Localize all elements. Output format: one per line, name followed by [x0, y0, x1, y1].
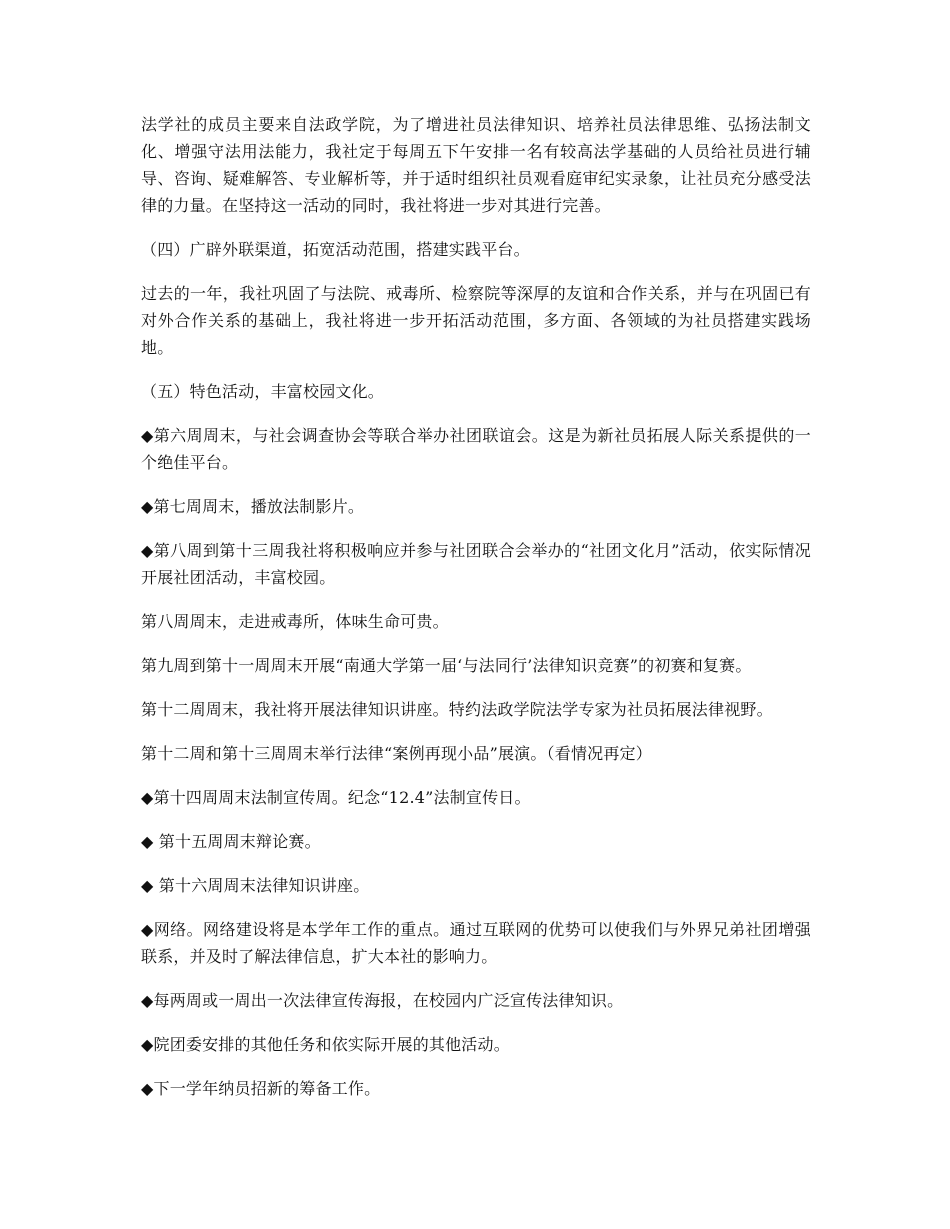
- list-item-recruitment: ◆下一学年纳员招新的筹备工作。: [141, 1079, 381, 1098]
- list-item-week-8-13: ◆第八周到第十三周我社将积极响应并参与社团联合会举办的“社团文化月”活动，依实际情况开展社团活动，丰富校园。: [141, 541, 811, 587]
- list-item-other-tasks: ◆院团委安排的其他任务和依实际开展的其他活动。: [141, 1035, 510, 1054]
- paragraph-intro: 法学社的成员主要来自法政学院，为了增进社员法律知识、培养社员法律思维、弘扬法制文化、增强守法用法能力，我社定于每周五下午安排一名有较高法学基础的人员给社员进行辅导、咨询、疑难解答、专业解析等，并于适时组织社员观看庭审纪实录象，让社员充分感受法律的力量。在坚持这一活动的同时，我社将进一步对其进行完善。: [141, 115, 811, 215]
- sub-item-week-8: 第八周周末，走进戒毒所，体味生命可贵。: [141, 612, 449, 631]
- section-heading-4: （四）广辟外联渠道，拓宽活动范围，搭建实践平台。: [141, 240, 530, 259]
- section-heading-5: （五）特色活动，丰富校园文化。: [141, 382, 385, 401]
- list-item-week-6: ◆第六周周末，与社会调查协会等联合举办社团联谊会。这是为新社员拓展人际关系提供的一个绝佳平台。: [141, 426, 811, 472]
- list-item-week-7: ◆第七周周末，播放法制影片。: [141, 497, 365, 516]
- paragraph-outreach: 过去的一年，我社巩固了与法院、戒毒所、检察院等深厚的友谊和合作关系，并与在巩固已有对外合作关系的基础上，我社将进一步开拓活动范围，多方面、各领域的为社员搭建实践场地。: [141, 284, 811, 357]
- document-body: [141, 111, 811, 1119]
- list-item-week-15: ◆ 第十五周周末辩论赛。: [141, 832, 321, 851]
- list-item-network: ◆网络。网络建设将是本学年工作的重点。通过互联网的优势可以使我们与外界兄弟社团增强联系，并及时了解法律信息，扩大本社的影响力。: [141, 920, 811, 966]
- sub-item-week-12: 第十二周周末，我社将开展法律知识讲座。特约法政学院法学专家为社员拓展法律视野。: [141, 700, 773, 719]
- list-item-week-14: ◆第十四周周末法制宣传周。纪念“12.4”法制宣传日。: [141, 788, 531, 807]
- sub-item-week-9-11: 第九周到第十一周周末开展“南通大学第一届‘与法同行’法律知识竞赛”的初赛和复赛。: [141, 656, 752, 675]
- sub-item-week-12-13: 第十二周和第十三周周末举行法律“案例再现小品”展演。（看情况再定）: [141, 744, 652, 763]
- list-item-week-16: ◆ 第十六周周末法律知识讲座。: [141, 876, 370, 895]
- list-item-posters: ◆每两周或一周出一次法律宣传海报，在校园内广泛宣传法律知识。: [141, 991, 624, 1010]
